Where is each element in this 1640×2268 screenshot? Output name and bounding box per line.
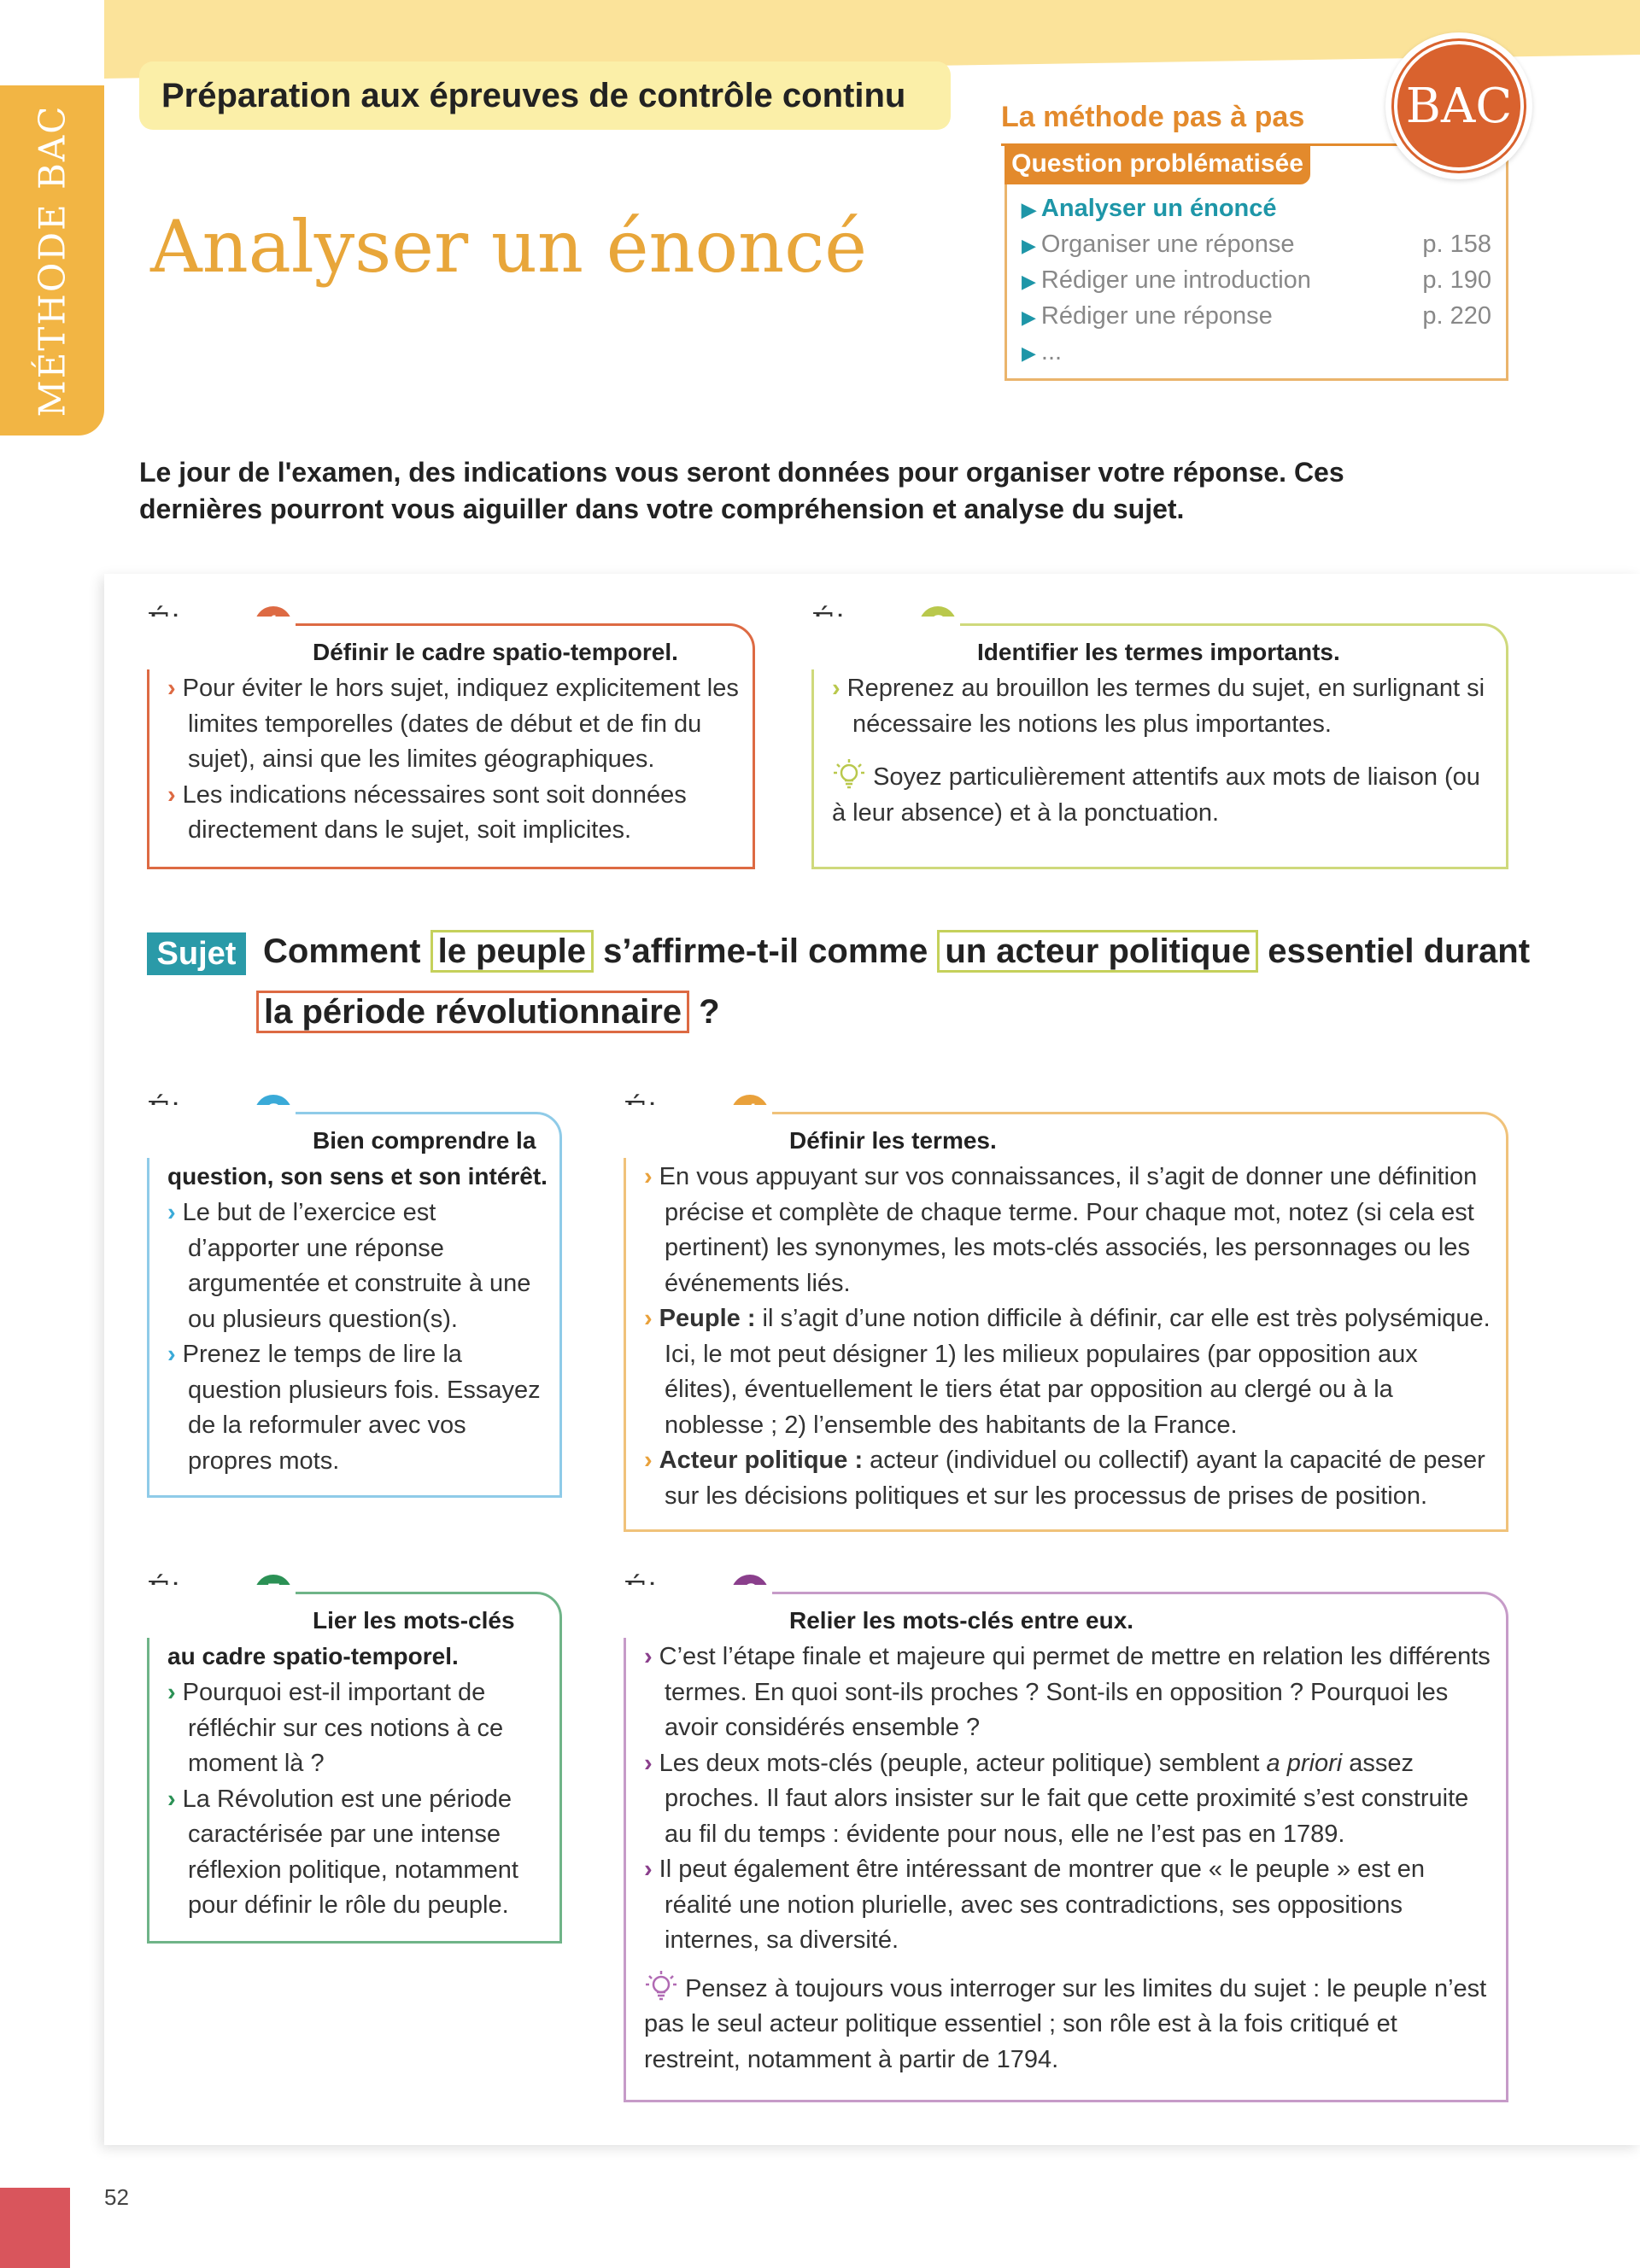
sujet-tag: Sujet bbox=[147, 932, 246, 975]
prep-banner: Préparation aux épreuves de contrôle continu bbox=[139, 61, 951, 130]
intro-text: Le jour de l'examen, des indications vous seront données pour organiser votre réponse. Ces dernières pourront vous aiguiller dans votre compréhension et analyse du sujet. bbox=[139, 457, 1344, 524]
sujet-line-1: Comment le peuple s’affirme-t-il comme un acteur politique essentiel durant bbox=[263, 932, 1530, 971]
bac-badge-label: BAC bbox=[1394, 41, 1524, 171]
triangle-icon: ▶ bbox=[1022, 235, 1036, 256]
step-1-text: › Pour éviter le hors sujet, indiquez explicitement les limites temporelles (dates de début et de fin du sujet), ainsi que les limites géographiques. › Les indications nécessaires sont soit données directement dans le sujet, soit implicites. bbox=[167, 675, 739, 844]
page-number: 52 bbox=[104, 2184, 129, 2210]
methode-item: ▶ Rédiger une introduction p. 190 bbox=[1022, 266, 1491, 294]
step-6-heading: Relier les mots-clés entre eux. bbox=[789, 1607, 1134, 1634]
methode-item: ▶ Analyser un énoncé bbox=[1022, 195, 1277, 222]
step-1-heading: Définir le cadre spatio-temporel. bbox=[313, 639, 678, 665]
methode-title: La méthode pas à pas bbox=[1001, 101, 1305, 133]
sujet-line-2: la période révolutionnaire ? bbox=[256, 993, 720, 1032]
footer-bar bbox=[0, 2188, 70, 2268]
keyword-periode: la période révolutionnaire bbox=[256, 991, 689, 1033]
step-3-text: › Le but de l’exercice est d’apporter une réponse argumentée et construite à une ou plusieurs question(s). › Prenez le temps de lire la question plusieurs fois. Essayez de la reformuler avec vos propres mots. bbox=[167, 1199, 541, 1475]
step-2-heading: Identifier les termes importants. bbox=[977, 639, 1340, 665]
triangle-icon: ▶ bbox=[1022, 342, 1036, 364]
step-5-heading-1: Lier les mots-clés bbox=[313, 1607, 515, 1634]
triangle-icon: ▶ bbox=[1022, 199, 1036, 220]
side-tab-label: MÉTHODE BAC bbox=[31, 104, 73, 417]
step-6-text: › C’est l’étape finale et majeure qui permet de mettre en relation les différents termes. En quoi sont-ils proches ? Sont-ils en opposition ? Pourquoi les avoir considérés ensemble ? › Les deux mots-clés (peuple, acteur politique) semblent a priori assez proches. Il faut alors insister sur le fait que cette proximité s’est construite au fil du temps : évidente pour nous, elle ne l’est pas en 1789. › Il peut également être intéressant de montrer que « le peuple » est en réalité une notion plurielle, avec ses contradictions, ses oppositions internes, sa diversité. Pensez à toujours vous interroger sur les limites du sujet : le peuple n’est pas le seul acteur politique essentiel ; son rôle est à la fois critiqué et restreint, notamment à partir de 1794. bbox=[644, 1643, 1491, 2073]
keyword-acteur-politique: un acteur politique bbox=[937, 930, 1258, 973]
step-5-text: › Pourquoi est-il important de réfléchir sur ces notions à ce moment là ? › La Révolution est une période caractérisée par une intense réflexion politique, notamment pour définir le rôle du peuple. bbox=[167, 1679, 518, 1919]
page-title: Analyser un énoncé bbox=[150, 205, 867, 289]
methode-item: ▶ Organiser une réponse p. 158 bbox=[1022, 231, 1491, 258]
triangle-icon: ▶ bbox=[1022, 271, 1036, 292]
methode-label: Question problématisée bbox=[1004, 143, 1310, 184]
step-4-text: › En vous appuyant sur vos connaissances, il s’agit de donner une définition précise et complète de chaque terme. Pour chaque mot, notez (si cela est pertinent) les synonymes, les mots-clés associés, les personnages ou les événements liés. › Peuple : il s’agit d’une notion difficile à définir, car elle est très polysémique. Ici, le mot peut désigner 1) les milieux populaires (par opposition aux élites), éventuellement le tiers état par opposition au clergé ou à la noblesse ; 2) l’ensemble des habitants de la France. › Acteur politique : acteur (individuel ou collectif) ayant la capacité de peser sur les décisions politiques et sur les processus de prises de position. bbox=[644, 1163, 1491, 1510]
step-5-heading-2: au cadre spatio-temporel. bbox=[167, 1643, 459, 1669]
step-3-heading-1: Bien comprendre la bbox=[313, 1127, 536, 1154]
lightbulb-icon bbox=[644, 1969, 678, 2003]
keyword-peuple: le peuple bbox=[430, 930, 594, 973]
lightbulb-icon bbox=[832, 757, 866, 792]
step-4-heading: Définir les termes. bbox=[789, 1127, 997, 1154]
step-3-heading-2: question, son sens et son intérêt. bbox=[167, 1163, 548, 1190]
header-corner bbox=[0, 0, 104, 85]
triangle-icon: ▶ bbox=[1022, 307, 1036, 328]
methode-item: ▶ Rédiger une réponse p. 220 bbox=[1022, 302, 1491, 330]
methode-item: ▶ ... bbox=[1022, 338, 1063, 365]
step-2-text: › Reprenez au brouillon les termes du sujet, en surlignant si nécessaire les notions les plus importantes. Soyez particulièrement attentifs aux mots de liaison (ou à leur absence) et à la ponctuation. bbox=[832, 675, 1485, 827]
